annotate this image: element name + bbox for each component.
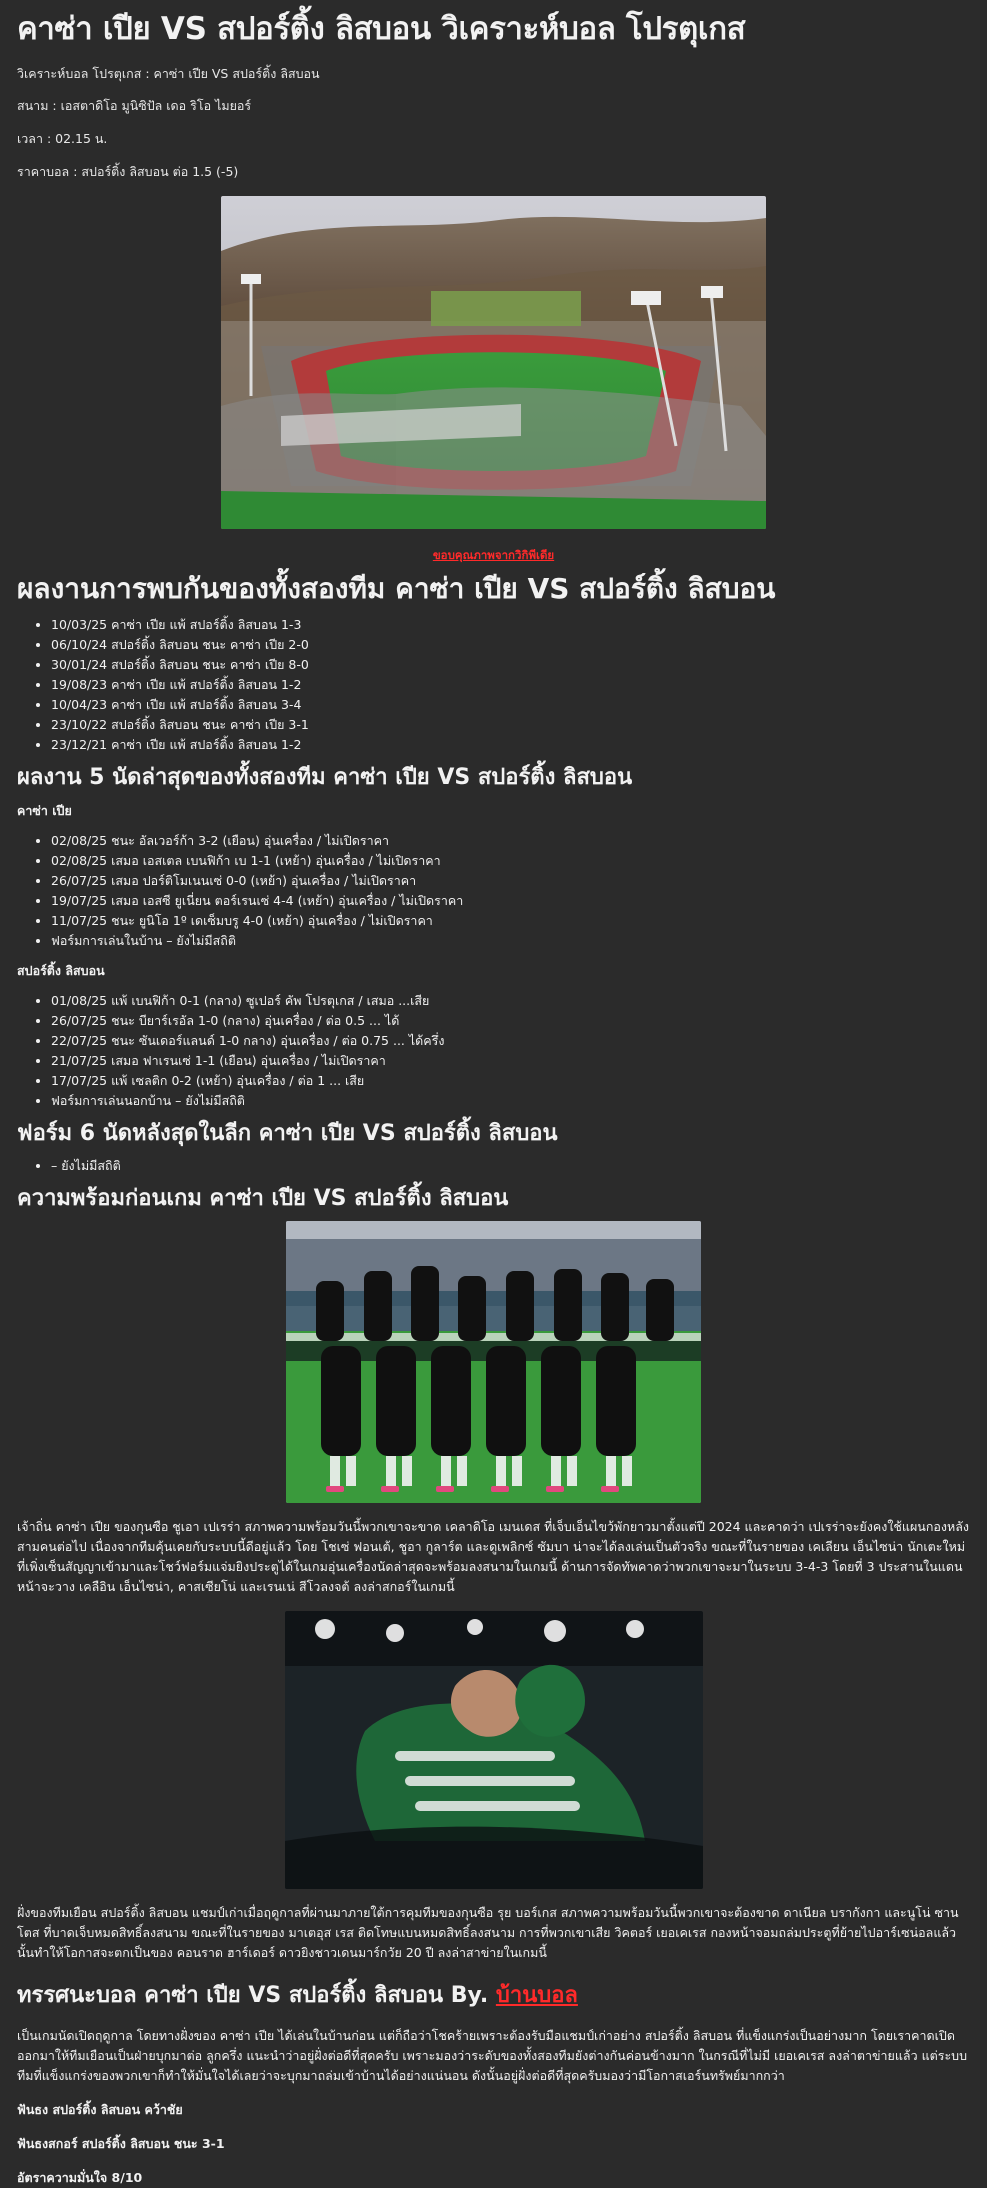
list-item: • 10/03/25 คาซ่า เปีย แพ้ สปอร์ติ้ง ลิสบอน 1-3 [51,615,970,635]
pick-winner: ฟันธง สปอร์ติ้ง ลิสบอน คว้าชัย [17,2102,183,2118]
team2-image-wrap [17,1611,970,1889]
list-item: • 01/08/25 แพ้ เบนฟิก้า 0-1 (กลาง) ซูเปอร์ คัพ โปรตุเกส / เสมอ ...เสีย [51,991,970,1011]
section-title-last-5: ผลงาน 5 นัดล่าสุดของทั้งสองทีม คาซ่า เปีย VS สปอร์ติ้ง ลิสบอน [17,765,633,791]
celebration-photo-illustration [285,1611,703,1889]
list-item: • 11/07/25 ชนะ ยูนิโอ 1º เดเซ็มบรู 4-0 (เหย้า) อุ่นเครื่อง / ไม่เปิดราคา [51,911,970,931]
list-item: • 19/08/23 คาซ่า เปีย แพ้ สปอร์ติ้ง ลิสบอน 1-2 [51,675,970,695]
meta-line-odds: ราคาบอล : สปอร์ติ้ง ลิสบอน ต่อ 1.5 (-5) [17,163,239,179]
team1-paragraph: เจ้าถิ่น คาซ่า เปีย ของกุนซือ ชูเอา เปเรร่า สภาพความพร้อมวันนี้พวกเขาจะขาด เคลาดิโอ เมนเดส ที่เจ็บเอ็นไขว้พักยาวมาตั้งแต่ปี 2024 และคาดว่า เปเรร่าจะยังคงใช้แผนกองหลังสามคนต่อไป เนื่องจากทีมคุ้นเคยกับระบบนี้ดีอยู่แล้ว โดย โชเซ่ ฟอนเต้, ชูอา กูลาร์ต และดูเพลิกซ์ ซัมบา น่าจะได้ลงเล่นเป็นตัวจริง ขณะที่ในรายของ เคเลียน เอ็นไซน่า นักเตะใหม่ที่เพิ่งเซ็นสัญญาเข้ามาและโชว์ฟอร์มแจ่มยิงประตูได้ในเกมอุ่นเครื่องนัดล่าสุดจะพร้อมลงสนามในเกมนี้ ด้านการจัดทัพคาดว่าพวกเขาจะมาในระบบ 3-4-3 โดยที่ 3 ประสานในแดนหน้าจะวาง เคลือิน เอ็นไซน่า, คาสเซียโน่ และเรนเน่ สีโวลงจต้ ลงล่าสกอร์ในเกมนี้ [17,1519,970,1595]
list-item: • 22/07/25 ชนะ ซันเดอร์แลนด์ 1-0 กลาง) อุ่นเครื่อง / ต่อ 0.75 ... ได้ครึ่ง [51,1031,970,1051]
list-item: • – ยังไม่มีสถิติ [51,1156,970,1176]
list-item: • 06/10/24 สปอร์ติ้ง ลิสบอน ชนะ คาซ่า เปีย 2-0 [51,635,970,655]
list-item: • ฟอร์มการเล่นในบ้าน – ยังไม่มีสถิติ [51,931,970,951]
list-item: • ฟอร์มการเล่นนอกบ้าน – ยังไม่มีสถิติ [51,1091,970,1111]
section-title-form-6: ฟอร์ม 6 นัดหลังสุดในลีก คาซ่า เปีย VS สปอร์ติ้ง ลิสบอน [17,1120,558,1146]
analysis-title [17,1977,970,2012]
list-item: • 23/12/21 คาซ่า เปีย แพ้ สปอร์ติ้ง ลิสบอน 1-2 [51,735,970,755]
stadium-image-wrap [17,196,970,529]
head-to-head-list [17,615,970,755]
list-item: • 02/08/25 เสมอ เอสเตล เบนฟิก้า เบ 1-1 (เหย้า) อุ่นเครื่อง / ไม่เปิดราคา [51,851,970,871]
team1-last5-list [17,831,970,951]
analysis-title-text: ทรรศนะบอล คาซ่า เปีย VS สปอร์ติ้ง ลิสบอน By. [17,1983,489,2009]
analysis-paragraph: เป็นเกมนัดเปิดฤดูกาล โดยทางฝั่งของ คาซ่า เปีย ได้เล่นในบ้านก่อน แต่ก็ถือว่าโชคร้ายเพราะต้องรับมือแชมป์เก่าอย่าง สปอร์ติ้ง ลิสบอน ที่แข็งแกร่งเป็นอย่างมาก โดยเราคาดเปิดออกมาให้ทีมเยือนเป็นฝ่ายบุกมาต่อ ลูกครึ่ง แนะนำว่าอยู่ฝั่งต่อดีที่สุดครับ เพราะมองว่าระดับของทั้งสองทีมยังต่างกันค่อนข้างมาก ในกรณีที่ไม่มี เยอเคเรส ลงล่าตาข่ายแล้ว แต่ระบบทีมที่แข็งแกร่งของพวกเขาก็ทำให้มั่นใจได้เลยว่าจะบุกมาถล่มเข้าบ้านได้อย่างแน่นอน ดังนั้นอยู่ฝั่งต่อดีที่สุดครับมองว่ามีโอกาสเอร์นทรัพย์มากกว่า [17,2028,968,2084]
stadium-image [221,196,766,529]
meta-line-league: วิเคราะห์บอล โปรตุเกส : คาซ่า เปีย VS สปอร์ติ้ง ลิสบอน [17,65,320,81]
team-photo-illustration [286,1221,701,1503]
list-item: • 26/07/25 ชนะ บียาร์เรอัล 1-0 (กลาง) อุ่นเครื่อง / ต่อ 0.5 ... ได้ [51,1011,970,1031]
team1-image [286,1221,701,1503]
list-item: • 17/07/25 แพ้ เซลติก 0-2 (เหย้า) อุ่นเครื่อง / ต่อ 1 ... เสีย [51,1071,970,1091]
meta-line-time: เวลา : 02.15 น. [17,130,108,146]
list-item: • 19/07/25 เสมอ เอสซี ยูเนี่ยน ตอร์เรนเซ่ 4-4 (เหย้า) อุ่นเครื่อง / ไม่เปิดราคา [51,891,970,911]
pick-score: ฟันธงสกอร์ สปอร์ติ้ง ลิสบอน ชนะ 3-1 [17,2136,225,2152]
list-item: • 23/10/22 สปอร์ติ้ง ลิสบอน ชนะ คาซ่า เปีย 3-1 [51,715,970,735]
team2-image [285,1611,703,1889]
team1-label: คาซ่า เปีย [17,802,72,818]
team2-last5-list [17,991,970,1111]
list-item: • 26/07/25 เสมอ ปอร์ติโมเนนเซ่ 0-0 (เหย้า) อุ่นเครื่อง / ไม่เปิดราคา [51,871,970,891]
pick-confidence: อัตราความมั่นใจ 8/10 [17,2170,143,2186]
list-item: • 10/04/23 คาซ่า เปีย แพ้ สปอร์ติ้ง ลิสบอน 3-4 [51,695,970,715]
list-item: • 30/01/24 สปอร์ติ้ง ลิสบอน ชนะ คาซ่า เปีย 8-0 [51,655,970,675]
list-item: • 21/07/25 เสมอ ฟาเรนเซ่ 1-1 (เยือน) อุ่นเครื่อง / ไม่เปิดราคา [51,1051,970,1071]
article [0,12,970,2188]
team2-paragraph: ฝั่งของทีมเยือน สปอร์ติ้ง ลิสบอน แชมป์เก่าเมื่อฤดูกาลที่ผ่านมาภายใต้การคุมทีมของกุนซือ รุย บอร์เกส สภาพความพร้อมวันนี้พวกเขาจะต้องขาด ดาเนียล บรากังกา และนูโน่ ซานโตส ที่บาดเจ็บหมดสิทธิ์ลงสนาม ขณะที่ในรายของ มาเตอุส เรส ติดโทษแบนหมดสิทธิ์ลงสนาม การที่พวกเขาเสีย วิคตอร์ เยอเคเรส กองหน้าจอมถล่มประตูที่ย้ายไปอาร์เซน่อลแล้วนั้นทำให้โอกาสจะตกเป็นของ คอนราด ฮาร์เดอร์ ดาวยิงชาวเดนมาร์กวัย 20 ปี ลงล่าสาข่ายในเกมนี้ [17,1905,959,1961]
page-title: คาซ่า เปีย VS สปอร์ติ้ง ลิสบอน วิเคราะห์บอล โปรตุเกส [17,11,746,47]
stadium-illustration [221,196,766,529]
section-title-head-to-head: ผลงานการพบกันของทั้งสองทีม คาซ่า เปีย VS สปอร์ติ้ง ลิสบอน [17,572,776,606]
section-title-ready: ความพร้อมก่อนเกม คาซ่า เปีย VS สปอร์ติ้ง ลิสบอน [17,1185,509,1211]
image-credit-link[interactable]: ขอบคุณภาพจากวิกิพีเดีย [432,548,555,563]
meta-line-stadium: สนาม : เอสตาดิโอ มูนิซิปัล เดอ ริโอ ไมยอร์ [17,98,252,114]
list-item: • 02/08/25 ชนะ อัลเวอร์ก้า 3-2 (เยือน) อุ่นเครื่อง / ไม่เปิดราคา [51,831,970,851]
team2-label: สปอร์ติ้ง ลิสบอน [17,962,105,978]
form6-list [17,1156,970,1176]
team1-image-wrap [17,1221,970,1503]
analysis-author-link[interactable]: บ้านบอล [495,1983,578,2009]
